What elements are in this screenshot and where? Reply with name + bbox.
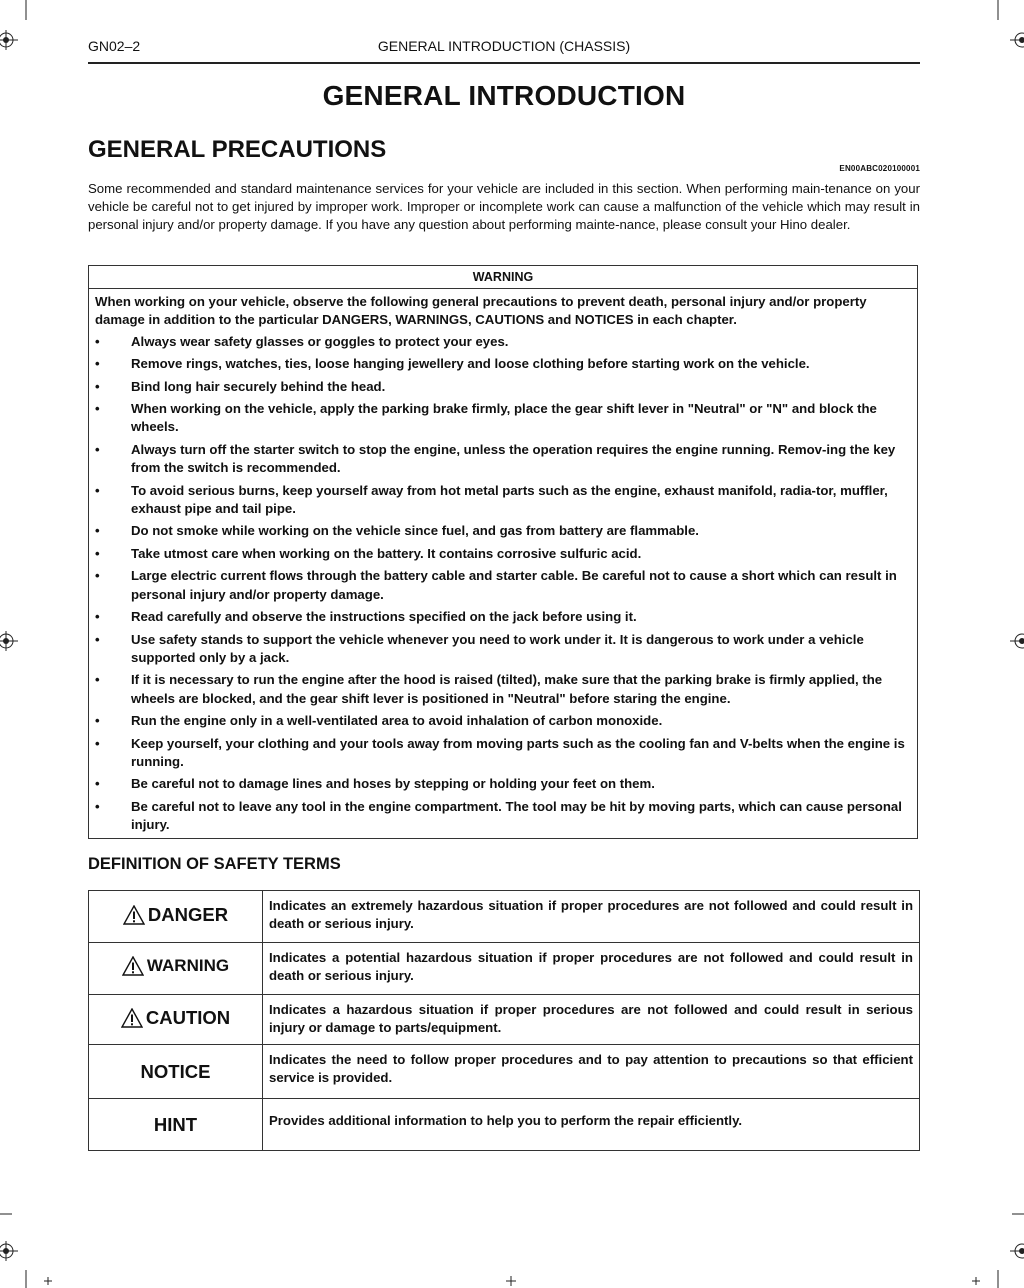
list-item-text: Use safety stands to support the vehicle whenever you need to work under it. It is dangerous to work under a vehicle supported only by a jack. bbox=[131, 631, 864, 665]
term-description: Indicates a potential hazardous situation if proper procedures are not followed and could result in death or serious injury. bbox=[263, 943, 920, 995]
list-item bbox=[95, 545, 911, 563]
list-item-text: Bind long hair securely behind the head. bbox=[131, 378, 386, 394]
term-cell bbox=[89, 995, 263, 1045]
term-label-group bbox=[122, 956, 229, 976]
warning-box bbox=[88, 265, 918, 839]
definitions-title: DEFINITION OF SAFETY TERMS bbox=[88, 855, 341, 873]
term-description: Provides additional information to help you to perform the repair efficiently. bbox=[263, 1099, 920, 1151]
bullet-icon: • bbox=[95, 523, 100, 539]
bullet-icon: • bbox=[95, 401, 100, 417]
definitions-table bbox=[88, 890, 920, 1151]
warning-list bbox=[95, 333, 911, 835]
bullet-icon: • bbox=[95, 609, 100, 625]
bullet-icon: • bbox=[95, 378, 100, 394]
list-item bbox=[95, 608, 911, 626]
bullet-icon: • bbox=[95, 482, 100, 498]
table-row bbox=[89, 943, 920, 995]
term-label: WARNING bbox=[146, 956, 230, 975]
bullet-icon: • bbox=[95, 672, 100, 688]
list-item-text: Keep yourself, your clothing and your tools away from moving parts such as the cooling fan and V-belts when the engine is running. bbox=[131, 735, 905, 769]
bullet-icon: • bbox=[95, 631, 100, 647]
term-label: NOTICE bbox=[140, 1060, 211, 1082]
list-item bbox=[95, 712, 911, 730]
list-item-text: Be careful not to damage lines and hoses by stepping or holding your feet on them. bbox=[131, 776, 655, 792]
running-title: GENERAL INTRODUCTION (CHASSIS) bbox=[377, 38, 631, 54]
list-item-text: Be careful not to leave any tool in the engine compartment. The tool may be hit by moving parts, which can cause personal injury. bbox=[131, 798, 902, 833]
list-item-text: Take utmost care when working on the battery. It contains corrosive sulfuric acid. bbox=[131, 545, 642, 561]
table-row bbox=[89, 1099, 920, 1151]
list-item-text: Large electric current flows through the battery cable and starter cable. Be careful not to cause a short which can result in personal injury and/or property damage. bbox=[131, 568, 897, 602]
warning-triangle-icon bbox=[123, 905, 145, 925]
warning-heading: WARNING bbox=[89, 266, 917, 289]
section-code: EN00ABC020100001 bbox=[839, 164, 920, 173]
list-item-text: Always turn off the starter switch to stop the engine, unless the operation requires the engine running. Remov-ing the key from the switch is recommended. bbox=[131, 441, 896, 476]
list-item bbox=[95, 735, 911, 772]
bullet-icon: • bbox=[95, 713, 100, 729]
bullet-icon: • bbox=[95, 545, 100, 561]
term-description: Indicates an extremely hazardous situation if proper procedures are not followed and could result in death or serious injury. bbox=[263, 891, 920, 943]
term-cell bbox=[89, 1099, 263, 1151]
list-item bbox=[95, 798, 911, 835]
list-item bbox=[95, 775, 911, 793]
page-number: GN02–2 bbox=[88, 38, 141, 54]
term-label: HINT bbox=[153, 1113, 198, 1135]
list-item-text: Do not smoke while working on the vehicle since fuel, and gas from battery are flammable. bbox=[131, 523, 699, 539]
list-item bbox=[95, 522, 911, 540]
term-label-group bbox=[121, 1007, 230, 1029]
list-item-text: If it is necessary to run the engine after the hood is raised (tilted), make sure that the parking brake is firmly applied, the wheels are blocked, and the gear shift lever is positioned in "Neutral" before staring the engine. bbox=[131, 672, 883, 706]
term-label-group bbox=[141, 1061, 211, 1083]
term-cell bbox=[89, 943, 263, 995]
term-description: Indicates the need to follow proper procedures and to pay attention to precautions so that efficient service is provided. bbox=[263, 1045, 920, 1099]
section-title: GENERAL PRECAUTIONS bbox=[88, 136, 387, 163]
table-row bbox=[89, 995, 920, 1045]
list-item-text: To avoid serious burns, keep yourself away from hot metal parts such as the engine, exhaust manifold, radia-tor, muffler, exhaust pipe and tail pipe. bbox=[131, 482, 888, 516]
bullet-icon: • bbox=[95, 735, 100, 751]
warning-lead: When working on your vehicle, observe the following general precautions to prevent death, personal injury and/or property damage in addition to the particular DANGERS, WARNINGS, CAUTIONS and NOTICES in each chapter. bbox=[95, 294, 867, 328]
term-label-group bbox=[154, 1114, 197, 1136]
document-title: GENERAL INTRODUCTION bbox=[322, 80, 686, 111]
term-label-group bbox=[123, 904, 228, 926]
table-row bbox=[89, 891, 920, 943]
list-item bbox=[95, 355, 911, 373]
page-header bbox=[88, 38, 920, 64]
bullet-icon: • bbox=[95, 798, 100, 814]
bullet-icon: • bbox=[95, 356, 100, 372]
list-item-text: Remove rings, watches, ties, loose hanging jewellery and loose clothing before starting work on the vehicle. bbox=[131, 356, 810, 372]
list-item-text: When working on the vehicle, apply the parking brake firmly, place the gear shift lever in "Neutral" or "N" and block the wheels. bbox=[131, 401, 877, 435]
term-label: CAUTION bbox=[145, 1006, 231, 1028]
list-item bbox=[95, 671, 911, 708]
bullet-icon: • bbox=[95, 776, 100, 792]
warning-triangle-icon bbox=[122, 956, 144, 976]
list-item bbox=[95, 378, 911, 396]
table-row bbox=[89, 1045, 920, 1099]
term-label: DANGER bbox=[147, 903, 229, 925]
warning-triangle-icon bbox=[121, 1008, 143, 1028]
term-cell bbox=[89, 1045, 263, 1099]
bullet-icon: • bbox=[95, 333, 100, 349]
term-cell bbox=[89, 891, 263, 943]
term-description: Indicates a hazardous situation if proper procedures are not followed and could result in serious injury or damage to parts/equipment. bbox=[263, 995, 920, 1045]
list-item bbox=[95, 333, 911, 351]
bullet-icon: • bbox=[95, 441, 100, 457]
warning-body bbox=[89, 289, 917, 835]
section-intro: Some recommended and standard maintenance services for your vehicle are included in this section. When performing main-tenance on your vehicle be careful not to get injured by improper work. Improper or incomplete work can cause a malfunction of the vehicle which may result in personal injury and/or property damage. If you have any question about performing mainte-nance, please consult your Hino dealer. bbox=[88, 181, 920, 233]
bullet-icon: • bbox=[95, 568, 100, 584]
list-item bbox=[95, 567, 911, 604]
list-item bbox=[95, 482, 911, 519]
list-item bbox=[95, 441, 911, 478]
list-item-text: Always wear safety glasses or goggles to protect your eyes. bbox=[131, 333, 509, 349]
list-item-text: Run the engine only in a well-ventilated area to avoid inhalation of carbon monoxide. bbox=[131, 713, 663, 729]
list-item bbox=[95, 400, 911, 437]
list-item bbox=[95, 631, 911, 668]
list-item-text: Read carefully and observe the instructions specified on the jack before using it. bbox=[131, 609, 637, 625]
